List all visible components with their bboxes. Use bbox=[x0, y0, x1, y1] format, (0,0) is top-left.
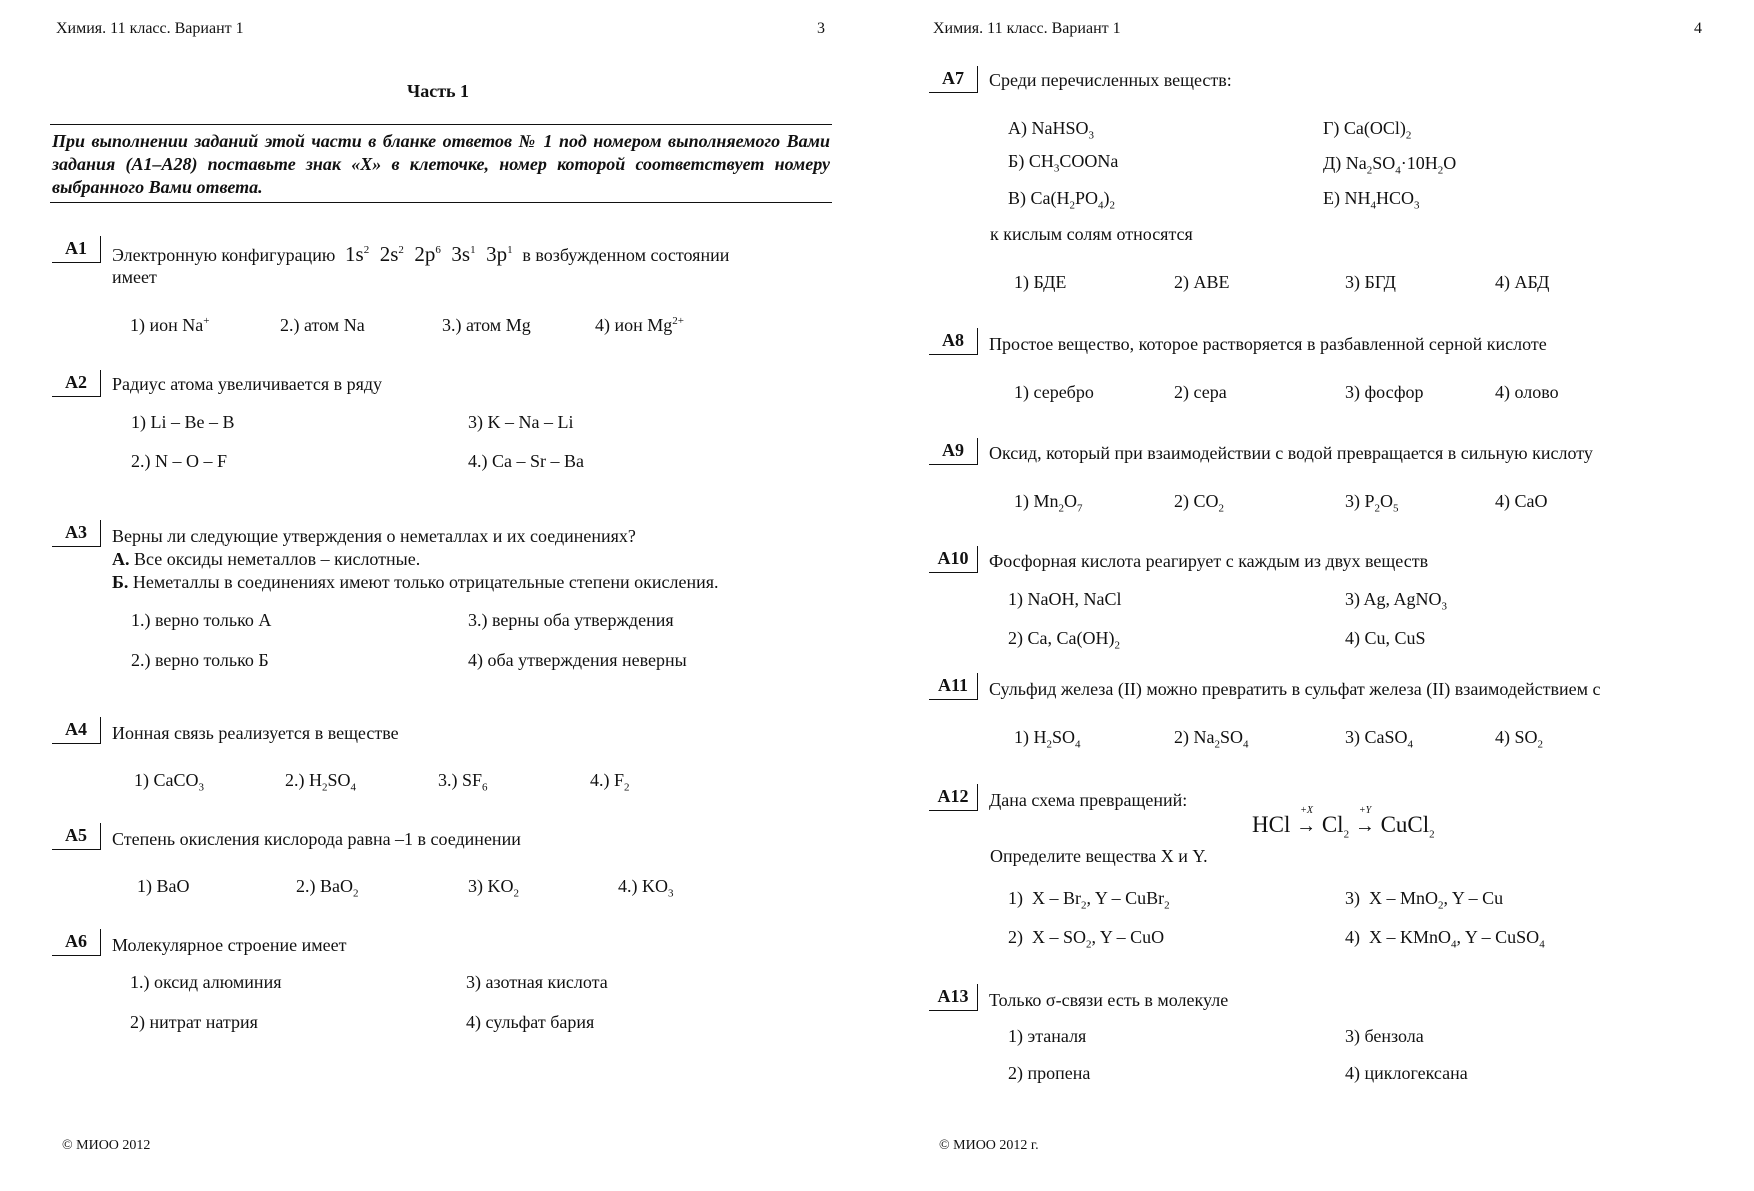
answer-option[interactable]: 3) Ag, AgNO$_3$ bbox=[1345, 589, 1448, 613]
answer-option[interactable]: 2) сера bbox=[1174, 382, 1227, 402]
question-a11-text: Сульфид железа (II) можно превратить в сульфат железа (II) взаимодействием с bbox=[989, 679, 1601, 699]
page-right bbox=[877, 0, 1754, 1191]
answer-option[interactable]: 4) сульфат бария bbox=[466, 1012, 595, 1032]
answer-option[interactable]: 2) нитрат натрия bbox=[130, 1012, 258, 1032]
answer-option[interactable]: 1) $H_2SO_4$ bbox=[1014, 727, 1081, 751]
answer-option[interactable]: 3.) атом Mg bbox=[442, 315, 531, 335]
answer-option[interactable]: 1) X – $Br_2$, Y – CuBr$_2$ bbox=[1008, 888, 1170, 912]
answer-option[interactable]: 1) BaO bbox=[137, 876, 190, 896]
page-number: 4 bbox=[1694, 20, 1702, 37]
question-a5-text: Степень окисления кислорода равна –1 в соединении bbox=[112, 829, 521, 849]
answer-option[interactable]: 1) этаналя bbox=[1008, 1026, 1087, 1046]
part-title: Часть 1 bbox=[407, 81, 470, 101]
answer-option[interactable]: 1) серебро bbox=[1014, 382, 1094, 402]
page-footer: © МИОО 2012 г. bbox=[939, 1138, 1039, 1153]
divider-bottom bbox=[50, 202, 832, 203]
question-a12-text: Дана схема превращений: bbox=[989, 790, 1188, 810]
question-label-a10: А10 bbox=[929, 546, 978, 573]
question-label-a3: А3 bbox=[52, 520, 101, 547]
answer-option[interactable]: 3.) $SF_6$ bbox=[438, 770, 488, 794]
question-label-a11: А11 bbox=[929, 673, 978, 700]
question-label-a1: А1 bbox=[52, 236, 101, 263]
question-label-a7: А7 bbox=[929, 66, 978, 93]
transformation-scheme: HCl → +X $Cl_2$ → +Y CuCl$_2$ bbox=[1252, 805, 1435, 841]
substance-item: Д) $Na_2SO_4\cdot 10H_2O$ bbox=[1323, 153, 1457, 177]
instructions: При выполнении заданий этой части в бланке ответов № 1 под номером выполняемого Вами задания (А1–А28) поставьте знак «Х» в клеточке, номер которой соответствует номеру выбранного Вами ответа. bbox=[52, 131, 830, 197]
answer-option[interactable]: 2) пропена bbox=[1008, 1063, 1091, 1083]
question-label-a8: А8 bbox=[929, 328, 978, 355]
answer-option[interactable]: 3) БГД bbox=[1345, 272, 1396, 292]
question-a12-text2: Определите вещества X и Y. bbox=[990, 846, 1208, 866]
page-number: 3 bbox=[817, 20, 825, 37]
answer-option[interactable]: 3) бензола bbox=[1345, 1026, 1424, 1046]
answer-option[interactable]: 1.) оксид алюминия bbox=[130, 972, 282, 992]
answer-option[interactable]: 4.) Ca – Sr – Ba bbox=[468, 451, 584, 471]
statement-b bbox=[112, 572, 719, 593]
answer-option[interactable]: 1) ион Na+ bbox=[130, 315, 210, 335]
statement-a bbox=[112, 549, 420, 570]
substance-item: Б) $CH_3COONa$ bbox=[1008, 151, 1119, 175]
answer-option[interactable]: 2) АВЕ bbox=[1174, 272, 1230, 292]
question-a8-text: Простое вещество, которое растворяется в разбавленной серной кислоте bbox=[989, 334, 1547, 354]
statement-a-label: А. bbox=[112, 549, 130, 569]
question-a1-text-c: имеет bbox=[112, 267, 157, 287]
question-a7-text: Среди перечисленных веществ: bbox=[989, 70, 1232, 90]
answer-option[interactable]: 1) $Mn_2O_7$ bbox=[1014, 491, 1083, 515]
page-header: Химия. 11 класс. Вариант 1 bbox=[56, 20, 244, 37]
question-label-a12: А12 bbox=[929, 784, 978, 811]
answer-option[interactable]: 3) $P_2O_5$ bbox=[1345, 491, 1399, 515]
question-a6-text: Молекулярное строение имеет bbox=[112, 935, 347, 955]
answer-option[interactable]: 4) АБД bbox=[1495, 272, 1550, 292]
answer-option[interactable]: 4) циклогексана bbox=[1345, 1063, 1468, 1083]
answer-option[interactable]: 2.) N – O – F bbox=[131, 451, 228, 471]
question-a13-text: Только σ-связи есть в молекуле bbox=[989, 990, 1229, 1010]
question-a10-text: Фосфорная кислота реагирует с каждым из двух веществ bbox=[989, 551, 1429, 571]
question-a2-text: Радиус атома увеличивается в ряду bbox=[112, 374, 383, 394]
answer-option[interactable]: 3) $KO_2$ bbox=[468, 876, 519, 900]
answer-option[interactable]: 4) оба утверждения неверны bbox=[468, 650, 687, 670]
substance-item: А) NaHSO$_3$ bbox=[1008, 118, 1094, 142]
divider-top bbox=[50, 124, 832, 125]
answer-option[interactable]: 4) $SO_2$ bbox=[1495, 727, 1544, 751]
question-a7-text2: к кислым солям относятся bbox=[990, 224, 1193, 244]
answer-option[interactable]: 3) азотная кислота bbox=[466, 972, 608, 992]
question-label-a9: А9 bbox=[929, 438, 978, 465]
answer-option[interactable]: 3) CaSO$_4$ bbox=[1345, 727, 1413, 751]
substance-item: Г) $Ca(OCl)_2$ bbox=[1323, 118, 1412, 142]
substance-item: В) $Ca(H_2PO_4)_2$ bbox=[1008, 188, 1116, 212]
question-label-a5: А5 bbox=[52, 823, 101, 850]
answer-option[interactable]: 4.) $KO_3$ bbox=[618, 876, 674, 900]
answer-option[interactable]: 2) Ca, $Ca(OH)_2$ bbox=[1008, 628, 1120, 652]
answer-option[interactable]: 1.) верно только А bbox=[131, 610, 272, 630]
answer-option[interactable]: 2.) BaO$_2$ bbox=[296, 876, 359, 900]
statement-a-text: Все оксиды неметаллов – кислотные. bbox=[134, 549, 421, 569]
answer-option[interactable]: 2) $CO_2$ bbox=[1174, 491, 1224, 515]
answer-option[interactable]: 3) K – Na – Li bbox=[468, 412, 574, 432]
statement-b-label: Б. bbox=[112, 572, 129, 592]
question-a9-text: Оксид, который при взаимодействии с водой превращается в сильную кислоту bbox=[989, 443, 1593, 463]
answer-option[interactable]: 3) фосфор bbox=[1345, 382, 1424, 402]
question-a1-text-b: в возбужденном состоянии bbox=[522, 245, 730, 265]
answer-option[interactable]: 4.) $F_2$ bbox=[590, 770, 630, 794]
answer-option[interactable]: 4) олово bbox=[1495, 382, 1559, 402]
page-footer: © МИОО 2012 bbox=[62, 1138, 151, 1153]
question-label-a4: А4 bbox=[52, 717, 101, 744]
answer-option[interactable]: 1) NaOH, NaCl bbox=[1008, 589, 1122, 609]
answer-option[interactable]: 3.) верны оба утверждения bbox=[468, 610, 674, 630]
question-a4-text: Ионная связь реализуется в веществе bbox=[112, 723, 399, 743]
answer-option[interactable]: 2.) верно только Б bbox=[131, 650, 269, 670]
answer-option[interactable]: 1) CaCO$_3$ bbox=[134, 770, 204, 794]
substance-item: Е) $NH_4HCO_3$ bbox=[1323, 188, 1420, 212]
answer-option[interactable]: 4) X – KMnO$_4$, Y – CuSO$_4$ bbox=[1345, 927, 1545, 951]
answer-option[interactable]: 2) X – $SO_2$, Y – CuO bbox=[1008, 927, 1165, 951]
question-a1-text bbox=[112, 242, 729, 267]
answer-option[interactable]: 4) ион $Mg^{2+}$ bbox=[595, 315, 684, 335]
answer-option[interactable]: 2.) $H_2SO_4$ bbox=[285, 770, 357, 794]
answer-option[interactable]: 1) БДЕ bbox=[1014, 272, 1067, 292]
page-header: Химия. 11 класс. Вариант 1 bbox=[933, 20, 1121, 37]
question-label-a13: А13 bbox=[929, 984, 978, 1011]
answer-option[interactable]: 2.) атом Na bbox=[280, 315, 365, 335]
question-label-a2: А2 bbox=[52, 370, 101, 397]
statement-b-text: Неметаллы в соединениях имеют только отрицательные степени окисления. bbox=[132, 572, 719, 592]
question-a1-text-a: Электронную конфигурацию bbox=[112, 245, 336, 265]
electron-config: $1s^2$ $2s^2$ $2p^6$ $3s^1$ $3p^1$ bbox=[339, 242, 513, 266]
answer-option[interactable]: 1) Li – Be – B bbox=[131, 412, 235, 432]
answer-option[interactable]: 4) Cu, CuS bbox=[1345, 628, 1426, 648]
answer-option[interactable]: 3) X – MnO$_2$, Y – Cu bbox=[1345, 888, 1504, 912]
question-a3-text: Верны ли следующие утверждения о неметаллах и их соединениях? bbox=[112, 526, 636, 546]
answer-option[interactable]: 2) $Na_2SO_4$ bbox=[1174, 727, 1249, 751]
answer-option[interactable]: 4) CaO bbox=[1495, 491, 1548, 511]
question-label-a6: А6 bbox=[52, 929, 101, 956]
